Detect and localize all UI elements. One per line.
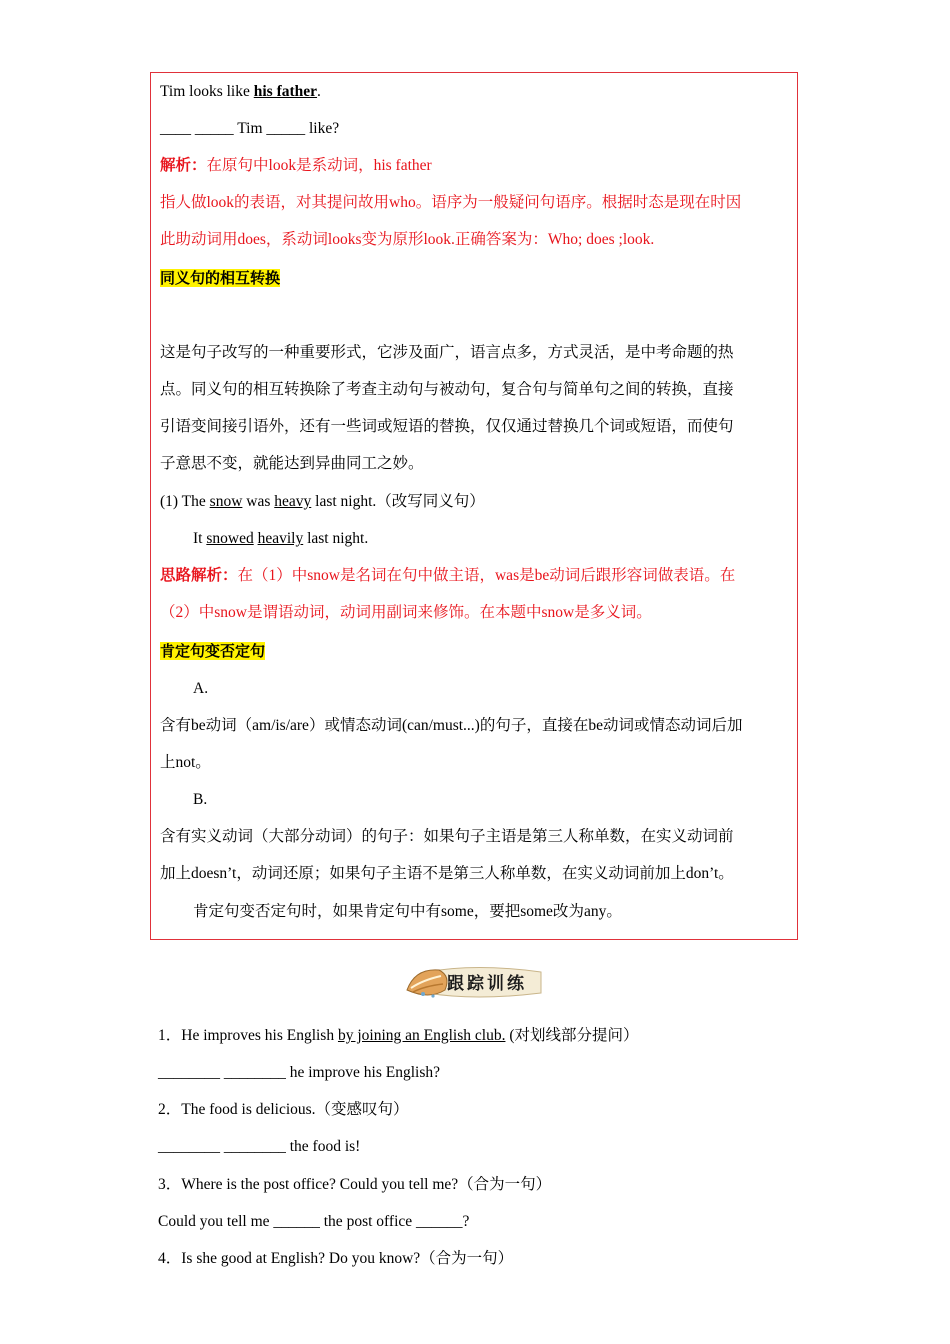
question-instruction: (对划线部分提问） xyxy=(505,1027,639,1044)
example-sentence xyxy=(160,82,321,102)
analysis-text: 在原句中look是系动词，his father xyxy=(206,157,432,174)
item-a-label: A. xyxy=(193,680,209,697)
question-text: 1．He improves his English xyxy=(158,1027,338,1044)
banner-title: 跟踪训练 xyxy=(447,974,527,994)
question-2: 2．The food is delicious.（变感叹句） xyxy=(158,1101,409,1118)
analysis-label: 思路解析： xyxy=(160,567,238,584)
item-a-text: 含有be动词（am/is/are）或情态动词(can/must...)的句子，直接在be动词或情态动词后加 xyxy=(160,717,743,734)
analysis-text: 在（1）中snow是名词在句中做主语，was是be动词后跟形容词做表语。在 xyxy=(237,567,736,584)
underlined-word: snowed xyxy=(206,530,254,547)
example-2 xyxy=(193,529,368,549)
answer-1: ________ ________ he improve his English? xyxy=(158,1064,440,1081)
underlined-word: heavily xyxy=(257,530,304,547)
text: last night. xyxy=(303,530,369,547)
heading-text: 肯定句变否定句 xyxy=(160,642,266,660)
answer-2: ________ ________ the food is! xyxy=(158,1138,361,1155)
blank-question: ____ _____ Tim _____ like? xyxy=(160,120,340,137)
paragraph-line: 点。同义句的相互转换除了考查主动句与被动句，复合句与简单句之间的转换，直接 xyxy=(160,381,734,398)
paragraph-line: 引语变间接引语外，还有一些词或短语的替换，仅仅通过替换几个词或短语，而使句 xyxy=(160,418,734,435)
analysis-line-3: 此助动词用does，系动词looks变为原形look.正确答案为：Who; does ;look. xyxy=(160,231,655,248)
item-a-text: 上not。 xyxy=(160,754,211,771)
analysis-label: 解析： xyxy=(160,157,207,174)
analysis-line-2: 指人做look的表语，对其提问故用who。语序为一般疑问句语序。根据时态是现在时因 xyxy=(160,194,742,211)
text: last night.（改写同义句） xyxy=(311,493,485,510)
section-heading-synonym xyxy=(160,268,280,289)
analysis2-line-1 xyxy=(160,566,735,586)
underlined-phrase: by joining an English club. xyxy=(337,1027,506,1044)
item-b-text: 含有实义动词（大部分动词）的句子：如果句子主语是第三人称单数，在实义动词前 xyxy=(160,828,734,845)
practice-banner xyxy=(405,960,545,1002)
item-b-label: B. xyxy=(193,791,208,808)
underlined-word: snow xyxy=(209,493,243,510)
section-heading-negative xyxy=(160,641,265,662)
paragraph-line: 这是句子改写的一种重要形式，它涉及面广，语言点多，方式灵活，是中考命题的热 xyxy=(160,344,734,361)
text: was xyxy=(242,493,275,510)
sentence-end: . xyxy=(317,83,321,100)
sentence-text: Tim looks like xyxy=(160,83,254,100)
underlined-phrase: his father xyxy=(253,83,318,100)
underlined-word: heavy xyxy=(274,493,312,510)
text: (1) The xyxy=(160,493,210,510)
text: It xyxy=(193,530,207,547)
question-4: 4．Is she good at English? Do you know?（合为一句） xyxy=(158,1250,514,1267)
example-1 xyxy=(160,492,485,512)
note-text: 肯定句变否定句时，如果肯定句中有some，要把some改为any。 xyxy=(193,903,622,920)
analysis2-line-2: （2）中snow是谓语动词，动词用副词来修饰。在本题中snow是多义词。 xyxy=(160,604,652,621)
analysis-line-1 xyxy=(160,156,432,176)
item-b-text: 加上doesn’t，动词还原；如果句子主语不是第三人称单数，在实义动词前加上don’t。 xyxy=(160,865,734,882)
question-1 xyxy=(158,1026,639,1046)
heading-text: 同义句的相互转换 xyxy=(160,269,281,287)
question-3: 3．Where is the post office? Could you tell me?（合为一句） xyxy=(158,1176,552,1193)
paragraph-line: 子意思不变，就能达到异曲同工之妙。 xyxy=(160,455,424,472)
answer-3: Could you tell me ______ the post office ______? xyxy=(158,1213,470,1230)
